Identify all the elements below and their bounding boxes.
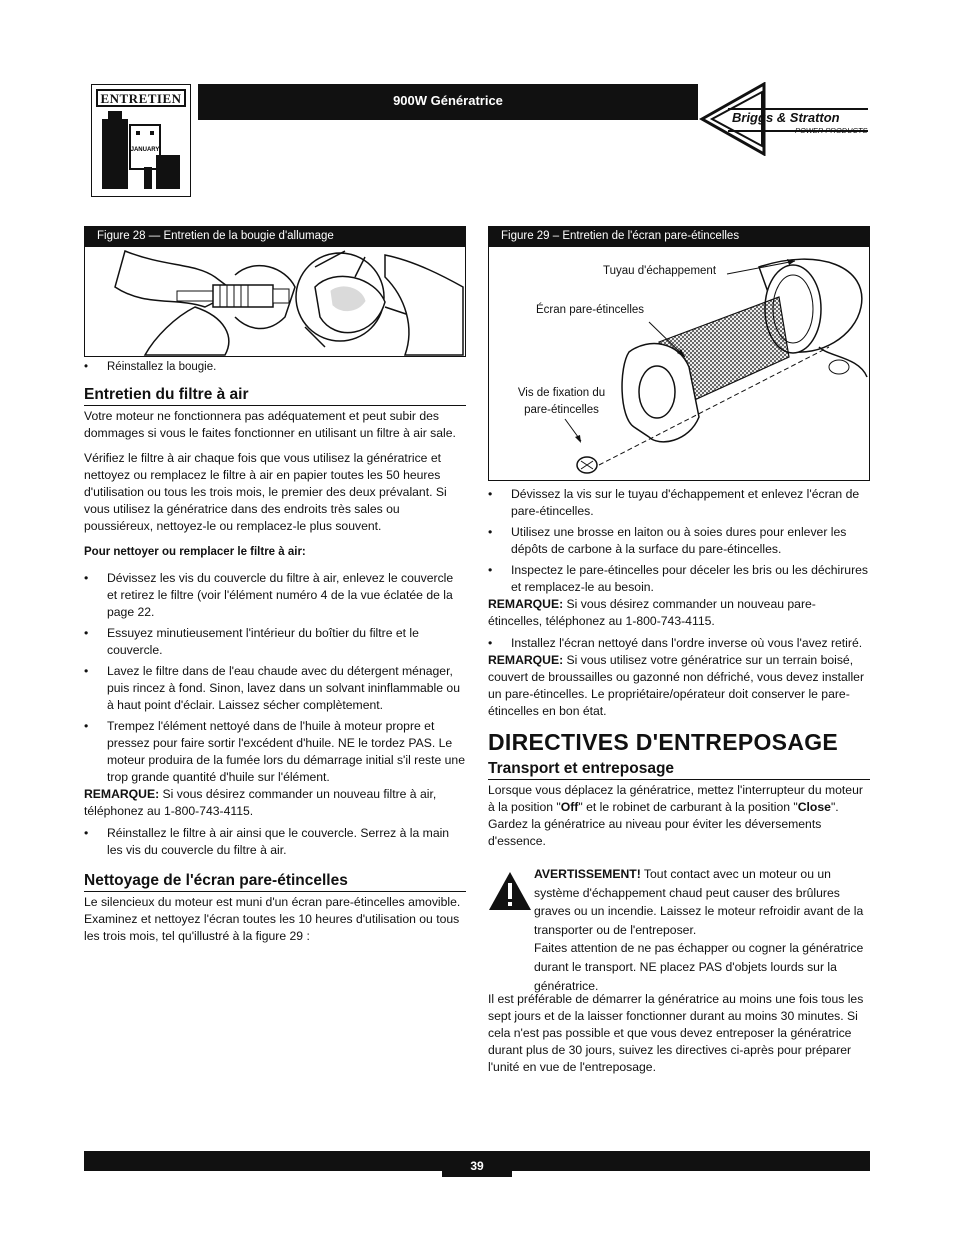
left-column xyxy=(84,359,466,945)
spark-arrester-heading: Nettoyage de l'écran pare-étincelles xyxy=(84,871,466,892)
air-filter-intro: Votre moteur ne fonctionnera pas adéquatement et peut subir des dommages si vous le faites fonctionner en utilisant un filtre à air sale. xyxy=(84,409,456,440)
remark-text: Si vous désirez commander un nouveau filtre à air, téléphonez au 1-800-743-4115. xyxy=(84,787,437,818)
page-number: 39 xyxy=(442,1153,512,1177)
remark-label: REMARQUE: xyxy=(84,787,160,801)
warning-block xyxy=(488,865,870,991)
section-badge xyxy=(91,84,191,197)
label-exhaust-pipe: Tuyau d'échappement xyxy=(603,265,717,277)
air-filter-subheading: Pour nettoyer ou remplacer le filtre à air: xyxy=(84,546,306,558)
list-item: • Utilisez une brosse en laiton ou à soies dures pour enlever les dépôts de carbone à la surface du pare-étincelles. xyxy=(488,524,870,558)
warning-label: AVERTISSEMENT! xyxy=(534,867,641,881)
transport-heading: Transport et entreposage xyxy=(488,759,870,780)
figure-29-image xyxy=(488,246,870,481)
transport-text-c: ". Gardez la génératrice au niveau pour éviter les déversements d'essence. xyxy=(488,800,839,848)
spark-plug-illustration xyxy=(85,247,465,356)
storage-heading: DIRECTIVES D'ENTREPOSAGE xyxy=(488,729,839,755)
figure-29-caption: Figure 29 – Entretien de l'écran pare-étincelles xyxy=(488,226,870,246)
list-item: • Réinstallez le filtre à air ainsi que le couvercle. Serrez à la main les vis du couvercle du filtre à air. xyxy=(84,825,466,859)
list-item: • Essuyez minutieusement l'intérieur du boîtier du filtre et le couvercle. xyxy=(84,625,466,659)
spark-arrester-steps xyxy=(488,486,870,596)
remark-label: REMARQUE: xyxy=(488,653,564,667)
spark-remark-1 xyxy=(488,596,870,630)
air-filter-steps-end xyxy=(84,825,466,859)
warning-text-2: Faites attention de ne pas échapper ou cogner la génératrice durant le transport. NE placez PAS d'objets lourds sur la génératrice. xyxy=(534,941,864,993)
spark-remark-2 xyxy=(488,652,870,720)
warning-triangle-icon xyxy=(488,871,532,911)
list-item: • Trempez l'élément nettoyé dans de l'huile à moteur propre et pressez pour faire sortir l'excédent d'huile. NE le tordez PAS. Le moteur produira de la fumée lors du démarrage initial s'il reste une trop grande quantité d'huile sur l'élément. xyxy=(84,718,466,786)
brand-name: Briggs & Stratton xyxy=(732,110,840,125)
spark-arrester-text: Le silencieux du moteur est muni d'un écran pare-étincelles amovible. Examinez et nettoyez l'écran toutes les 10 heures d'utilisation ou tous les trois mois, tel qu'illustré à la figure 29 : xyxy=(84,895,461,943)
calendar-label: JANUARY xyxy=(130,147,160,153)
close-position: Close xyxy=(797,800,831,814)
right-column xyxy=(488,486,870,1076)
air-filter-steps xyxy=(84,570,466,786)
label-spark-screen: Écran pare-étincelles xyxy=(536,304,645,316)
brand-logo xyxy=(698,82,874,156)
remark-label: REMARQUE: xyxy=(488,597,564,611)
brand-subtitle: POWER PRODUCTS xyxy=(795,126,868,135)
list-item: • Réinstallez la bougie. xyxy=(84,359,466,376)
list-item: • Dévissez la vis sur le tuyau d'échappement et enlevez l'écran de pare-étincelles. xyxy=(488,486,870,520)
list-item: • Inspectez le pare-étincelles pour déceler les bris ou les déchirures et remplacez-le au besoin. xyxy=(488,562,870,596)
warning-text xyxy=(534,865,870,939)
label-screw-line2: pare-étincelles xyxy=(524,404,599,416)
figure-28-caption: Figure 28 — Entretien de la bougie d'allumage xyxy=(84,226,466,246)
list-item: • Dévissez les vis du couvercle du filtre à air, enlevez le couvercle et retirez le filtre (voir l'élément numéro 4 de la vue éclatée de la page 22. xyxy=(84,570,466,621)
transport-text-b: " et le robinet de carburant à la position " xyxy=(578,800,798,814)
transport-text-a: Lorsque vous déplacez la génératrice, mettez l'interrupteur du moteur à la position " xyxy=(488,783,863,814)
air-filter-remark xyxy=(84,786,466,820)
spark-arrester-steps-end xyxy=(488,635,870,652)
section-badge-title: ENTRETIEN xyxy=(96,89,186,107)
fig28-bullets xyxy=(84,359,466,376)
remark-text: Si vous utilisez votre génératrice sur un terrain boisé, couvert de broussailles ou gazonné non défriché, vous devez installer un pare-étincelles. Le propriétaire/opérateur doit conserver le pare-étincelles en bon état. xyxy=(488,653,865,718)
header-title-bar: 900W Génératrice xyxy=(198,84,698,120)
label-screw-line1: Vis de fixation du xyxy=(517,387,606,399)
figure-28-image xyxy=(84,246,466,357)
air-filter-heading: Entretien du filtre à air xyxy=(84,385,466,406)
calendar-tools-icon xyxy=(100,111,182,193)
remark-text: Si vous désirez commander un nouveau pare-étincelles, téléphonez au 1-800-743-4115. xyxy=(488,597,816,628)
storage-text: Il est préférable de démarrer la génératrice au moins une fois tous les sept jours et de la laisser fonctionner durant au moins 30 minutes. Si cela n'est pas possible et que vous devez entreposer la génératrice durant plus de 30 jours, suivez les directives ci-après pour préparer l'unité en vue de l'entreposage. xyxy=(488,992,864,1074)
spark-arrester-illustration xyxy=(489,247,869,480)
transport-text xyxy=(488,782,870,850)
list-item: • Installez l'écran nettoyé dans l'ordre inverse où vous l'avez retiré. xyxy=(488,635,870,652)
warning-body: Tout contact avec un moteur ou un système d'échappement chaud peut causer des brûlures graves ou un incendie. Laissez le moteur refroidir avant de la transporter ou de l'entreposer. xyxy=(534,867,864,937)
list-item: • Lavez le filtre dans de l'eau chaude avec du détergent ménager, puis rincez à fond. Sinon, lavez dans un solvant ininflammable ou à haut point d'éclair. Laissez sécher complètement. xyxy=(84,663,466,714)
off-position: Off xyxy=(560,800,579,814)
air-filter-frequency: Vérifiez le filtre à air chaque fois que vous utilisez la génératrice et nettoyez ou remplacez le filtre à air en papier toutes les 50 heures d'utilisation ou tous les trois mois, le premier des deux prévalant. Si vous utilisez la génératrice dans des endroits très sales ou poussiéreux, nettoyez-le ou remplacez-le plus souvent. xyxy=(84,451,447,533)
